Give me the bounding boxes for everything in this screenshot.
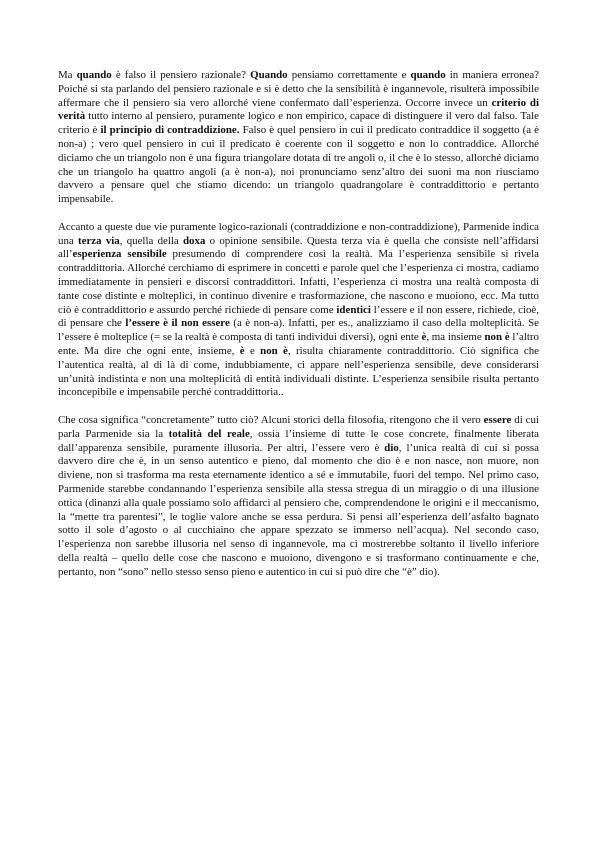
text-run: presumendo di comprendere così la realtà. Ma l’esperienza sensibile si rivela contraddittoria. Allorché cerchiamo di esprimere in concetti e parole quel che l’esperienza ci mostra, cadiamo immediatamente in pensieri e discorsi contraddittori. Infatti, l’esperienza ci mostra una realtà composta di tante cose distinte e molteplici, in continuo divenire e trasformazione, che nascono e muoiono, ecc. Ma tutto ciò è contraddittorio e assurdo perché richiede di pensare come — [58, 248, 539, 316]
bold-text: dio — [384, 441, 399, 454]
bold-text: quando — [76, 69, 112, 81]
text-run: in maniera erronea? Poiché si sta parlando del pensiero razionale e si è detto che la sensibilità è ingannevole, risulterà impossibile affermare che il pensiero sia vero allorché viene confermato dall’esperienza. Occorre invece un — [58, 69, 539, 109]
bold-text: totalità del reale — [168, 427, 250, 440]
text-run: , risulta chiaramente contraddittorio. Ciò significa che l’autentica realtà, al di là di come, indubbiamente, ci appare nell’esperienza sensibile, deve considerarsi un’unità indistinta e non una molteplicità di entità individuali distinte. L’esperienza sensibile risulta pertanto inconcepibile e impensabile perché contraddittoria.. — [58, 344, 539, 399]
bold-text: terza via — [77, 234, 120, 247]
document-page — [58, 69, 539, 593]
text-run: Che cosa significa “concretamente” tutto ciò? Alcuni storici della filosofia, ritengono che il vero — [58, 413, 484, 426]
bold-text: esperienza sensibile — [72, 248, 167, 261]
bold-text: non è — [260, 344, 288, 357]
bold-text: l’essere è il non essere — [125, 317, 230, 330]
bold-text: quando — [410, 69, 446, 81]
text-run: di cui parla Parmenide sia la — [58, 413, 539, 440]
text-run: è falso il pensiero razionale? — [111, 69, 251, 81]
bold-text: essere — [483, 413, 512, 426]
bold-text: Quando — [250, 69, 288, 81]
text-run: Ma — [58, 69, 77, 81]
paragraph-criterio-di-verita — [58, 69, 539, 207]
text-run: , ma insieme — [426, 331, 485, 344]
text-run: , l’unica realtà di cui si possa davvero dire che è, in un senso autentico e pieno, dal momento che dio è e non nasce, non muore, non diviene, non si trasforma ma resta eternamente identico a sé e immutabile, fuori del tempo. Nel primo caso, Parmenide starebbe condannando l’esperienza sensibile alla stessa stregua di un miraggio o di una illusione ottica (dinanzi alla quale possiamo solo affidarci al pensiero che, comprendendone le origini e il meccanismo, la “mette tra parentesi”, le toglie valore anche se essa perdura. Si pensi all’esperienza dell’asfalto bagnato sotto il sole d’agosto o al cucchiaino che appare spezzato se immerso nell’acqua). Nel secondo caso, l’esperienza non sarebbe illusoria nel senso di ingannevole, ma ci mostrerebbe soltanto il livello inferiore della realtà – quello delle cose che nascono e muoiono, divengono e si trasformano continuamente e che, pertanto, non “sono” nello stesso senso pieno e autentico in cui si può dire che “è” dio). — [58, 441, 539, 578]
text-run: (a è non-a). Infatti, per es., analizziamo il caso della molteplicità. Se l’essere è molteplice (= se la realtà è composta di tanti individui diversi), ogni ente — [58, 317, 539, 344]
text-run: , quella della — [119, 234, 183, 247]
text-run: tutto interno al pensiero, puramente logico e non empirico, capace di distinguere il vero dal falso. Tale criterio è — [58, 110, 539, 137]
paragraph-terza-via — [58, 221, 539, 400]
text-run: o opinione sensibile. Questa terza via è quella che consiste nell’affidarsi all’ — [58, 234, 539, 261]
text-run: pensiamo correttamente e — [287, 69, 411, 81]
text-run: Accanto a queste due vie puramente logico-razionali (contraddizione e non-contraddizione), Parmenide indica una — [58, 220, 539, 247]
paragraph-concretamente — [58, 414, 539, 580]
bold-text: identici — [336, 303, 371, 316]
bold-text: è — [239, 344, 245, 357]
bold-text: criterio di verità — [58, 96, 540, 123]
text-run: l’altro ente. Ma dire che ogni ente, insieme, — [58, 331, 540, 357]
text-run: , ossia l’insieme di tutte le cose concrete, finalmente liberata dall’apparenza sensibile, puramente illusoria. Per altri, l’essere vero è — [58, 427, 539, 454]
bold-text: il principio di contraddizione. — [100, 124, 240, 137]
bold-text: doxa — [183, 234, 206, 247]
text-run: e — [244, 344, 261, 357]
text-run: l’essere e il non essere, richiede, cioè, di pensare che — [58, 303, 539, 330]
bold-text: non è — [484, 331, 510, 344]
bold-text: è — [421, 331, 427, 344]
text-run: Falso è quel pensiero in cui il predicato contraddice il soggetto (a è non-a) ; vero quel pensiero in cui il predicato è coerente con il soggetto e non lo contraddice. Allorché diciamo che un triangolo non è una figura triangolare dotata di tre angoli o, il che è lo stesso, allorché diciamo che un triangolo ha quattro angoli (a è non-a), noi pronunciamo senz’altro dei suoni ma non riusciamo davvero a pensare quel che stiamo dicendo: un triangolo quadrangolare è contraddittorio e pertanto impensabile. — [58, 124, 539, 206]
